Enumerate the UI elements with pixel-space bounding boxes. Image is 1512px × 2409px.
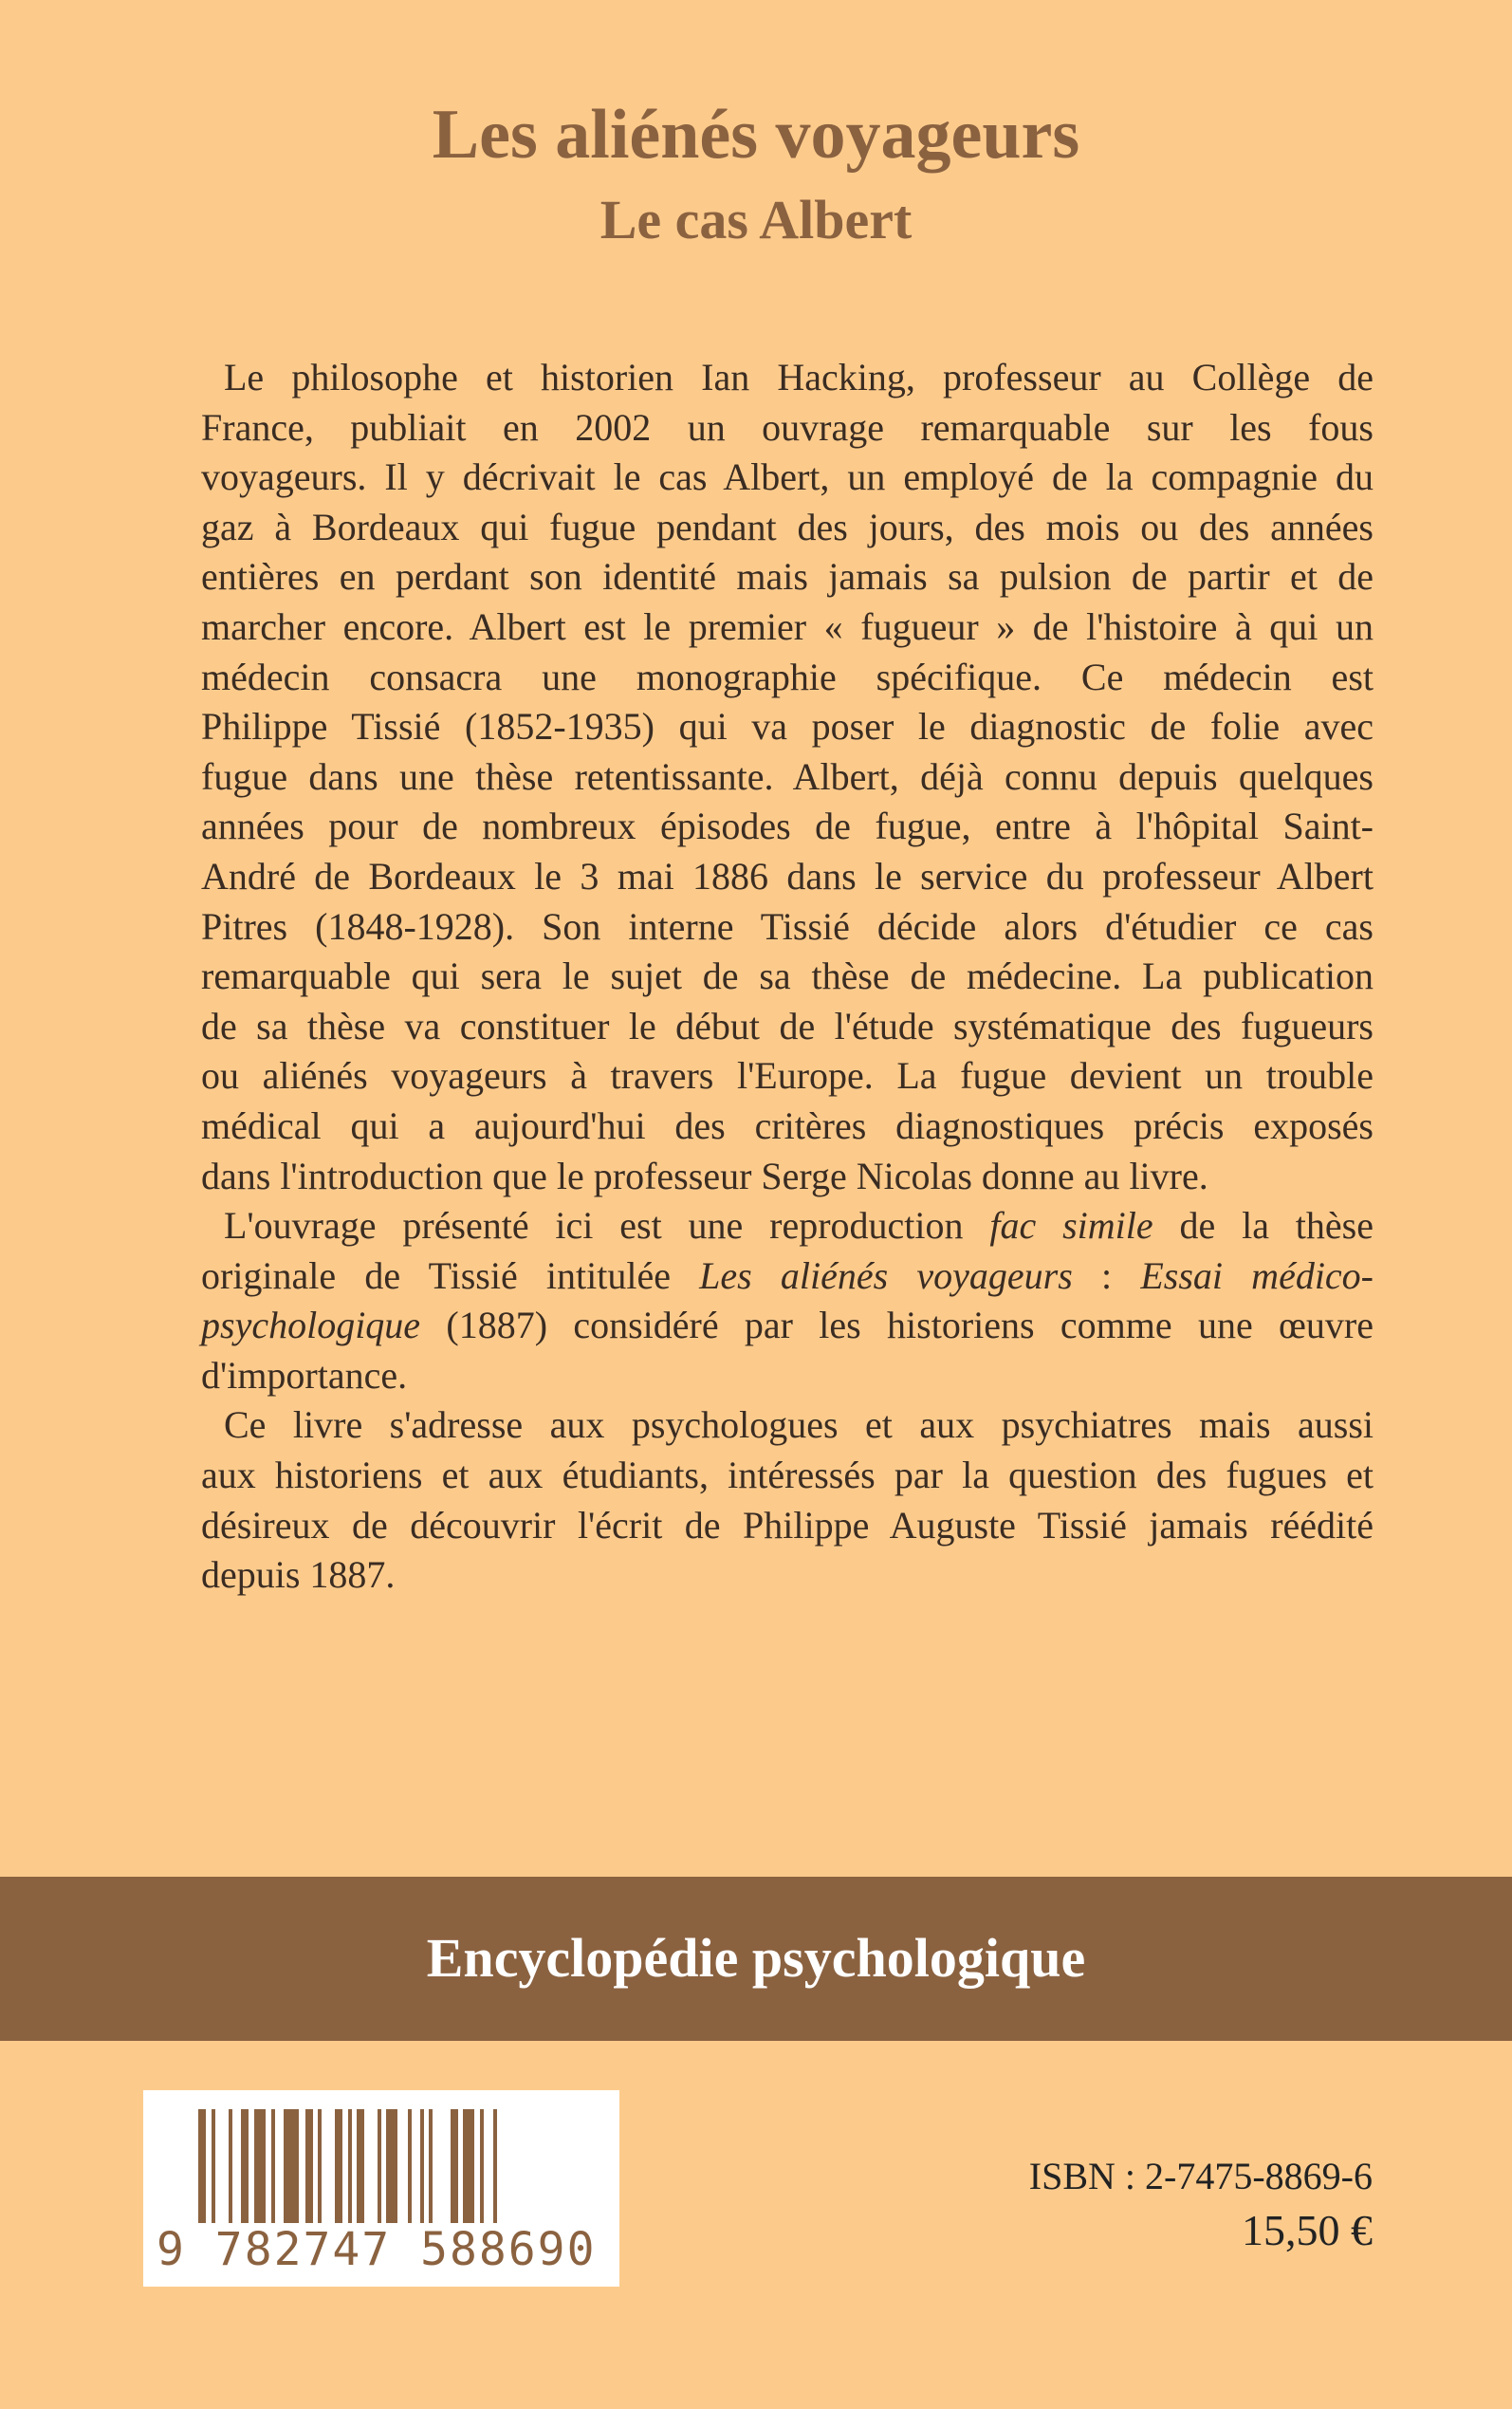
italic-text: Les aliénés voyageurs [699,1253,1073,1297]
barcode-bar [463,2109,474,2228]
blurb-line [201,1351,1374,1401]
blurb-line [201,552,1374,602]
barcode-bar [451,2109,458,2228]
blurb-line [201,1301,1374,1351]
barcode-bar [229,2109,232,2228]
italic-text: Essai médico- [1140,1253,1374,1297]
collection-band [0,1877,1512,2041]
blurb-line [201,1251,1374,1302]
barcode-bar [284,2109,299,2228]
blurb-line [201,1400,1374,1451]
blurb-line [201,802,1374,852]
blurb-line [201,353,1374,403]
barcode-bar [254,2109,266,2228]
text-segment: (1887) considéré par les historiens comme une œuvre [420,1304,1374,1347]
text-segment: originale de Tissié intitulée [201,1253,700,1297]
text-segment: voyageurs. Il y décrivait le cas Albert, un employé de la compagnie du [201,455,1374,499]
barcode-bar [420,2109,424,2228]
blurb-line [201,403,1374,454]
barcode-digits: 9 782747 588690 [157,2223,597,2276]
barcode-bar [408,2109,412,2228]
text-segment: désireux de découvrir l'écrit de Philippe Auguste Tissié jamais réédité [201,1503,1374,1547]
text-segment: fugue dans une thèse retentissante. Albert, déjà connu depuis quelques [201,754,1374,798]
barcode [143,2090,619,2287]
barcode-bar [378,2109,381,2228]
isbn: ISBN : 2-7475-8869-6 [1028,2155,1373,2197]
text-segment: France, publiait en 2002 un ouvrage remarquable sur les fous [201,405,1374,449]
text-segment: médecin consacra une monographie spécifique. Ce médecin est [201,655,1374,698]
book-subtitle: Le cas Albert [599,189,913,250]
text-segment: de sa thèse va constituer le début de l'étude systématique des fugueurs [201,1004,1374,1047]
text-segment: Le philosophe et historien Ian Hacking, professeur au Collège de [224,356,1374,398]
blurb-line [201,952,1374,1002]
blurb-line [201,453,1374,503]
text-segment: Philippe Tissié (1852-1935) qui va poser le diagnostic de folie avec [201,705,1374,749]
text-segment: depuis 1887. [201,1553,396,1597]
blurb-line [201,702,1374,752]
text-segment: ou aliénés voyageurs à travers l'Europe. La fugue devient un trouble [201,1054,1374,1098]
text-segment: gaz à Bordeaux qui fugue pendant des jours, des mois ou des années [201,505,1374,548]
barcode-bar [429,2109,433,2228]
book-title: Les aliénés voyageurs [432,96,1080,174]
text-segment: de la thèse [1152,1204,1374,1248]
blurb-line [201,752,1374,803]
collection-name: Encyclopédie psychologique [426,1927,1086,1989]
italic-text: fac simile [989,1204,1153,1248]
text-segment: marcher encore. Albert est le premier « fugueur » de l'histoire à qui un [201,604,1374,648]
blurb-line [201,602,1374,653]
text-segment: Ce livre s'adresse aux psychologues et aux psychiatres mais aussi [224,1403,1374,1447]
barcode-bar [271,2109,275,2228]
barcode-bar [305,2109,313,2228]
blurb-line [201,902,1374,953]
blurb-line [201,1002,1374,1052]
blurb-line [201,503,1374,553]
barcode-bar [386,2109,397,2228]
text-segment: entières en perdant son identité mais jamais sa pulsion de partir et de [201,555,1374,599]
blurb-line [201,1102,1374,1152]
text-segment: : [1072,1253,1141,1297]
blurb-line [201,1501,1374,1551]
blurb-line [201,852,1374,902]
barcode-bar [241,2109,249,2228]
back-cover-blurb [201,353,1374,1601]
text-segment: médical qui a aujourd'hui des critères diagnostiques précis exposés [201,1103,1374,1147]
text-segment: dans l'introduction que le professeur Serge Nicolas donne au livre. [201,1154,1208,1197]
blurb-line [201,1201,1374,1251]
price: 15,50 € [1242,2206,1373,2254]
blurb-line [201,653,1374,703]
blurb-line [201,1451,1374,1501]
text-segment: L'ouvrage présenté ici est une reproduction [224,1204,990,1248]
blurb-line [201,1550,1374,1601]
blurb-line [201,1051,1374,1102]
text-segment: André de Bordeaux le 3 mai 1886 dans le service du professeur Albert [201,854,1374,898]
italic-text: psychologique [201,1304,421,1347]
barcode-bar [335,2109,342,2228]
barcode-bar [480,2109,484,2228]
text-segment: remarquable qui sera le sujet de sa thèse de médecine. La publication [201,954,1374,998]
text-segment: Pitres (1848-1928). Son interne Tissié décide alors d'étudier ce cas [201,904,1374,948]
barcode-bar [318,2109,322,2228]
text-segment: d'importance. [201,1353,408,1397]
text-segment: aux historiens et aux étudiants, intéressés par la question des fugues et [201,1454,1374,1497]
text-segment: années pour de nombreux épisodes de fugue, entre à l'hôpital Saint- [201,805,1374,848]
blurb-line [201,1152,1374,1202]
